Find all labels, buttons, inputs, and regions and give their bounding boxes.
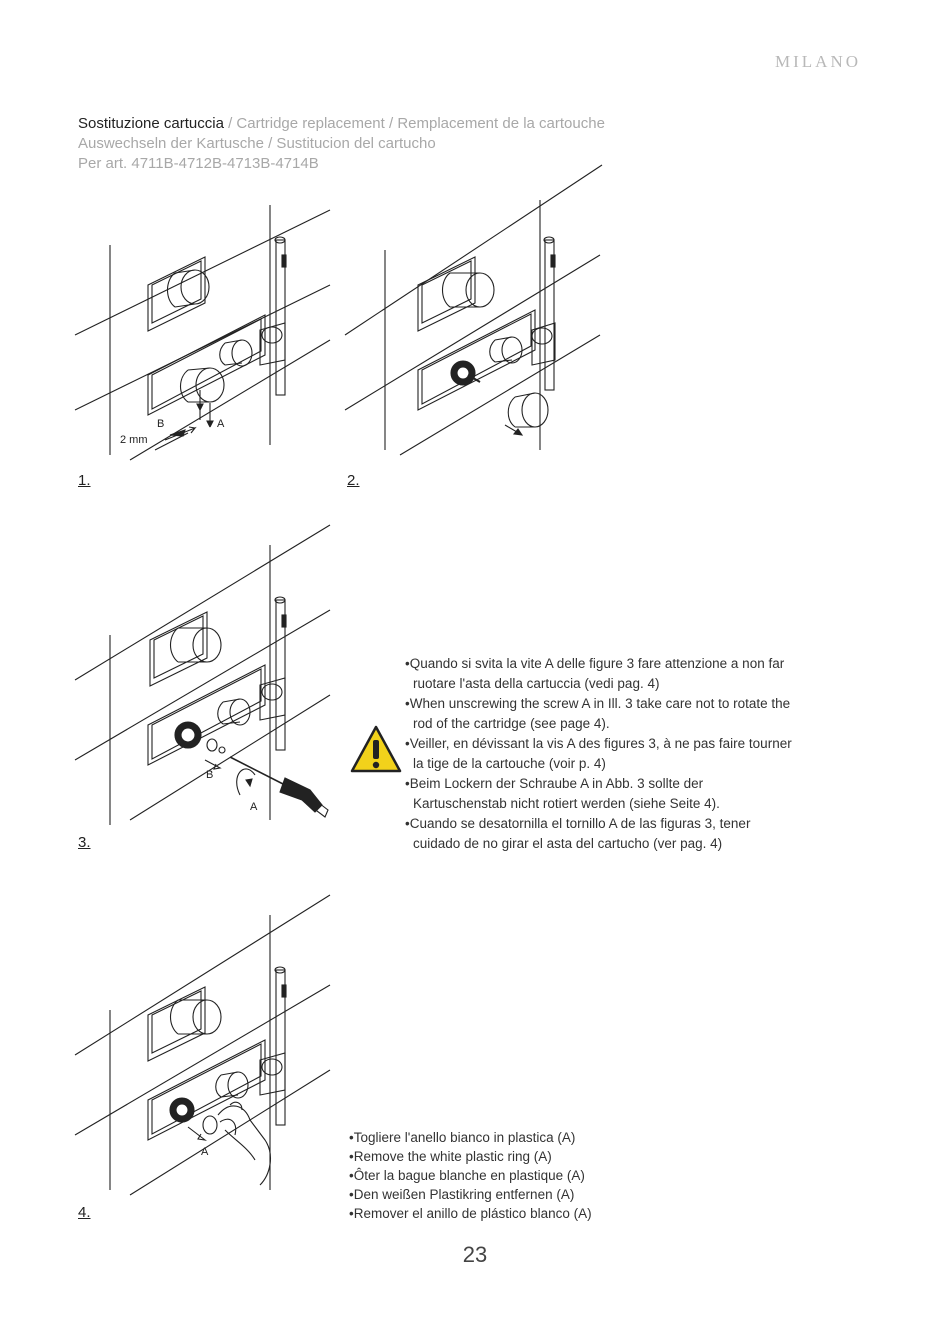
note-line: •Quando si svita la vite A delle figure 3 fare attenzione a non far [405, 656, 785, 671]
notes-figure-4 [349, 1128, 769, 1223]
fig1-callout-a: A [217, 418, 225, 430]
note-line: ruotare l'asta della cartuccia (vedi pag. 4) [413, 676, 660, 691]
figure-1-illustration [70, 195, 340, 470]
figure-4-illustration [70, 890, 340, 1200]
fig1-callout-gap: 2 mm [120, 434, 148, 446]
header-line-2: Auswechseln der Kartusche / Sustitucion del cartucho [78, 135, 436, 152]
note-line: cuidado de no girar el asta del cartucho (ver pag. 4) [413, 836, 723, 851]
note-line: Kartuschenstab nicht rotiert werden (siehe Seite 4). [413, 796, 720, 811]
note-line: rod of the cartridge (see page 4). [413, 716, 610, 731]
note-line: •Veiller, en dévissant la vis A des figures 3, à ne pas faire tourner [405, 736, 792, 751]
figure-3-illustration [70, 520, 340, 830]
header-article-numbers: Per art. 4711B-4712B-4713B-4714B [78, 155, 319, 172]
note-line: la tige de la cartouche (voir p. 4) [413, 756, 606, 771]
brand-logo: MILANO [775, 52, 861, 71]
fig3-callout-b: B [206, 769, 214, 781]
note-line: •Togliere l'anello bianco in plastica (A) [349, 1130, 576, 1145]
figure-1-label: 1. [78, 472, 91, 489]
notes-figure-3 [405, 654, 875, 854]
note-line: •Ôter la bague blanche en plastique (A) [349, 1168, 585, 1183]
note-line: •Remove the white plastic ring (A) [349, 1149, 552, 1164]
note-line: •Cuando se desatornilla el tornillo A de las figuras 3, tener [405, 816, 751, 831]
note-line: •Den weißen Plastikring entfernen (A) [349, 1187, 575, 1202]
note-line: •Beim Lockern der Schraube A in Abb. 3 sollte der [405, 776, 704, 791]
header-title: Sostituzione cartuccia [78, 115, 224, 132]
fig1-callout-b: B [157, 418, 165, 430]
figure-3-label: 3. [78, 834, 91, 851]
figure-2-label: 2. [347, 472, 360, 489]
page-number: 23 [462, 1242, 488, 1267]
fig4-callout-a: A [201, 1146, 209, 1158]
note-line: •When unscrewing the screw A in Ill. 3 take care not to rotate the [405, 696, 791, 711]
header-title-translations: / Cartridge replacement / Remplacement de la cartouche [223, 115, 605, 132]
warning-triangle-icon [350, 725, 402, 778]
note-line: •Remover el anillo de plástico blanco (A) [349, 1206, 592, 1221]
figure-2-illustration [340, 160, 610, 460]
fig3-callout-a: A [250, 801, 258, 813]
figure-4-label: 4. [78, 1204, 91, 1221]
header-line-1 [78, 114, 605, 134]
